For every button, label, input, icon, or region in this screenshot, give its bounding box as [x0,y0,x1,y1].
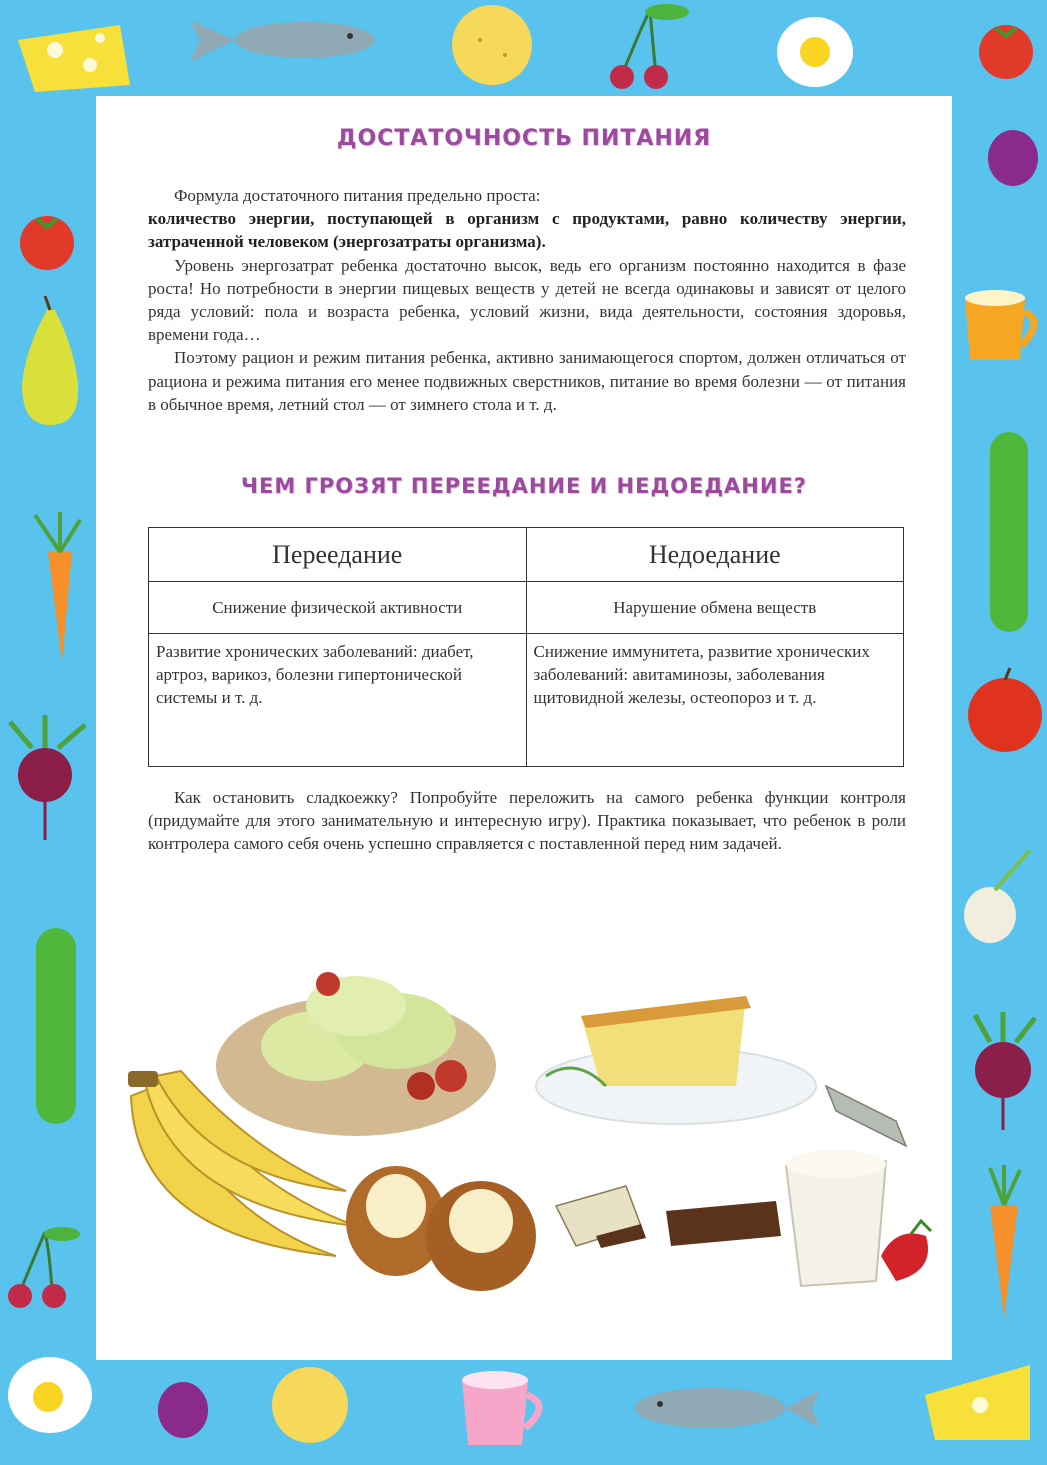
cabbage-rolls-icon [216,972,496,1136]
egg-icon [8,1357,92,1433]
cucumber-icon [36,928,76,1124]
egg-icon [777,17,853,87]
cup-icon [462,1371,539,1445]
cherries-icon [610,4,689,89]
table-cell: Нарушение обмена веществ [526,582,904,634]
casserole-plate-icon [536,996,816,1124]
fish-icon [190,20,375,62]
intro-paragraph-3: Поэтому рацион и режим питания ребенка, активно занимающегося спортом, должен отличаться от рациона и режима питания его менее подвижных сверстников, питание во время болезни — от питания в обычное время, летний стол — от зимнего стола и т. д. [148,348,906,414]
cheese-icon [18,25,130,92]
strawberry-icon [881,1221,931,1281]
table-row [149,582,904,634]
cheesecake-buns-icon [346,1166,536,1291]
energy-formula: количество энергии, поступающей в организм с продуктами, равно количеству энергии, затраченной человеком (энергозатраты организма). [148,209,906,252]
tomato-icon [20,216,74,270]
table-cell: Снижение физической активности [149,582,527,634]
comparison-table [148,527,904,767]
pear-icon [22,296,78,425]
undereating-header: Недоедание [526,528,904,582]
closing-text [148,786,906,856]
closing-paragraph: Как остановить сладкоежку? Попробуйте переложить на самого ребенка функции контроля (придумайте для этого занимательную и интересную игру). Практика показывает, что ребенок в роли контролера самого себя очень успешно справляется с поставленной перед ним задачей. [148,788,906,854]
intro-paragraph-2: Уровень энергозатрат ребенка достаточно высок, ведь его организм постоянно находится в фазе роста! Но потребности в энергии пищевых веществ у детей не всегда одинаковы и зависят от целого ряда условий: пола и возраста ребенка, условий жизни, вида деятельности, состояния здоровья, времени года… [148,255,906,345]
content-page [96,96,952,1360]
page-title: ДОСТАТОЧНОСТЬ ПИТАНИЯ [336,126,712,151]
overeating-header: Переедание [149,528,527,582]
cherries-icon [8,1227,80,1308]
table-row [149,634,904,767]
fish-icon [635,1388,820,1428]
carrot-icon [990,1165,1020,1318]
apple-icon [968,668,1042,752]
cracker-icon [452,5,532,85]
carrot-icon [35,512,80,662]
table-cell: Развитие хронических заболеваний: диабет, артроз, варикоз, болезни гипертонической системы и т. д. [149,634,527,767]
tomato-icon [979,25,1033,79]
intro-line: Формула достаточного питания предельно проста: [174,186,541,205]
intro-text [148,184,906,416]
cheese-icon [925,1365,1030,1440]
table-cell: Снижение иммунитета, развитие хронических заболеваний: авитаминозы, заболевания щитовидной железы, остеопороз и т. д. [526,634,904,767]
cucumber-icon [990,432,1028,632]
table-header-row [149,528,904,582]
cup-icon [965,290,1034,360]
cracker-icon [272,1367,348,1443]
beet-icon [975,1012,1035,1130]
section-title: ЧЕМ ГРОЗЯТ ПЕРЕЕДАНИЕ И НЕДОЕДАНИЕ? [241,474,807,498]
onion-icon [964,850,1030,943]
chocolate-bars-icon [556,1186,781,1248]
beet-icon [10,715,85,840]
plum-icon [988,130,1038,186]
plum-icon [158,1382,208,1438]
food-illustration [96,936,952,1356]
